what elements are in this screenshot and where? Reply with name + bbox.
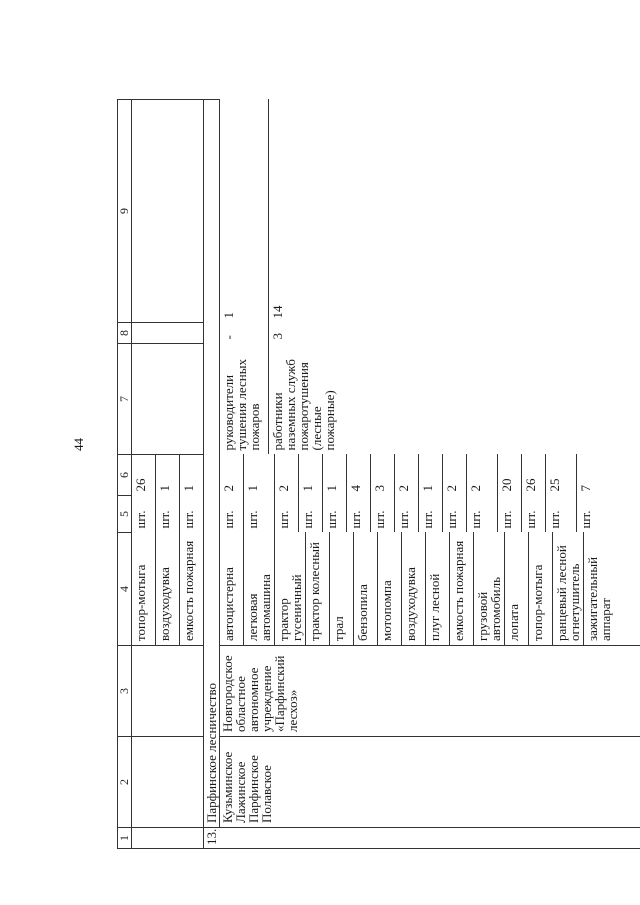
- section-body-row: [220, 100, 640, 849]
- item-cell: автоцистерна: [220, 533, 244, 646]
- qty-cell: 20: [498, 455, 522, 496]
- item-cell: легковая автомашина: [244, 533, 275, 646]
- item-cell: мотопомпа: [378, 533, 402, 646]
- unit-cell: шт.: [498, 496, 522, 533]
- col-header-9: 9: [118, 100, 132, 323]
- continuation-units: [132, 496, 204, 533]
- col-header-3: 3: [118, 646, 132, 737]
- qty-cell: 1: [244, 455, 275, 496]
- personnel-col8-column: [220, 323, 640, 344]
- cell-district-empty: [132, 737, 204, 828]
- col8-cell: -: [220, 323, 269, 344]
- unit-cell: шт.: [347, 496, 371, 533]
- personnel-col9-column: [220, 100, 640, 323]
- qty-cell: 2: [395, 455, 419, 496]
- rotated-table-sheet: [117, 109, 640, 849]
- unit-cell: шт.: [371, 496, 395, 533]
- qty-cell: 1: [323, 455, 347, 496]
- item-cell: топор-мотыга: [529, 533, 553, 646]
- col9-cell: 14: [270, 305, 285, 319]
- resources-table: [117, 99, 640, 849]
- item-cell: ранцевый лесной огнетушитель: [553, 533, 584, 646]
- qty-cell: 1: [181, 485, 196, 492]
- qty-cell: 26: [522, 455, 546, 496]
- districts-cell: Кузьминское Лажинское Парфинское Полавское: [220, 737, 640, 828]
- cell-col9-empty: [132, 100, 204, 323]
- unit-cell: шт.: [578, 510, 593, 529]
- unit-cell: шт.: [299, 496, 323, 533]
- col-header-7: 7: [118, 344, 132, 455]
- col-header-2: 2: [118, 737, 132, 828]
- item-cell: воздуходувка: [402, 533, 426, 646]
- qty-cell: 4: [347, 455, 371, 496]
- qty-cell: 2: [467, 455, 498, 496]
- qty-cell: 7: [578, 485, 593, 492]
- role-cell: руководители тушения лесных пожаров: [220, 344, 269, 455]
- col9-cell: 1: [220, 100, 269, 323]
- role-cell: работники наземных служб пожаротушения (лесные пожарные): [270, 359, 337, 451]
- item-cell: емкость пожарная: [450, 533, 474, 646]
- unit-cell: шт.: [546, 496, 577, 533]
- qty-cell: 1: [419, 455, 443, 496]
- section-number: 13.: [204, 828, 640, 849]
- cell-role-empty: [132, 344, 204, 455]
- qty-cell: 26: [132, 455, 156, 496]
- item-cell: емкость пожарная: [181, 540, 196, 641]
- col-header-8: 8: [118, 323, 132, 344]
- qty-cell: 1: [156, 455, 180, 496]
- item-cell: воздуходувка: [156, 533, 180, 646]
- item-cell: трактор гусеничный: [275, 533, 306, 646]
- qty-column: [220, 455, 640, 496]
- qty-cell: 2: [443, 455, 467, 496]
- col-header-6: 6: [118, 455, 132, 496]
- item-cell: плуг лесной: [426, 533, 450, 646]
- item-cell: грузовой автомобиль: [474, 533, 505, 646]
- qty-cell: 2: [220, 455, 244, 496]
- qty-cell: 3: [371, 455, 395, 496]
- continuation-qty: [132, 455, 204, 496]
- item-cell: топор-мотыга: [132, 533, 156, 646]
- section-title-row: [204, 100, 220, 849]
- header-row: [118, 100, 132, 849]
- continuation-row: [132, 100, 204, 849]
- unit-cell: шт.: [419, 496, 443, 533]
- page-number: 44: [71, 438, 86, 451]
- qty-cell: 2: [275, 455, 299, 496]
- col-header-1: 1: [118, 828, 132, 849]
- unit-cell: шт.: [275, 496, 299, 533]
- unit-cell: шт.: [181, 510, 196, 529]
- item-cell: трактор колесный: [306, 533, 330, 646]
- item-cell: лопата: [505, 533, 529, 646]
- personnel-role-column: [220, 344, 640, 455]
- unit-cell: шт.: [323, 496, 347, 533]
- items-column: [220, 533, 640, 646]
- unit-cell: шт.: [467, 496, 498, 533]
- col8-cell: 3: [270, 333, 285, 340]
- unit-cell: шт.: [395, 496, 419, 533]
- unit-cell: шт.: [443, 496, 467, 533]
- cell-col8-empty: [132, 323, 204, 344]
- organization-cell: Новгородское областное автономное учреждение «Парфинский лесхоз»: [220, 646, 640, 737]
- col-header-5: 5: [118, 496, 132, 533]
- qty-cell: 1: [299, 455, 323, 496]
- unit-cell: шт.: [156, 496, 180, 533]
- qty-cell: 25: [546, 455, 577, 496]
- section-title: Парфинское лесничество: [204, 100, 220, 828]
- unit-cell: шт.: [522, 496, 546, 533]
- item-cell: зажигательный аппарат: [585, 556, 613, 641]
- cell-org-empty: [132, 646, 204, 737]
- unit-cell: шт.: [132, 496, 156, 533]
- unit-cell: шт.: [244, 496, 275, 533]
- continuation-items: [132, 533, 204, 646]
- col-header-4: 4: [118, 533, 132, 646]
- item-cell: бензопила: [354, 533, 378, 646]
- unit-cell: шт.: [220, 496, 244, 533]
- item-cell: трал: [330, 533, 354, 646]
- units-column: [220, 496, 640, 533]
- cell-num-empty: [132, 828, 204, 849]
